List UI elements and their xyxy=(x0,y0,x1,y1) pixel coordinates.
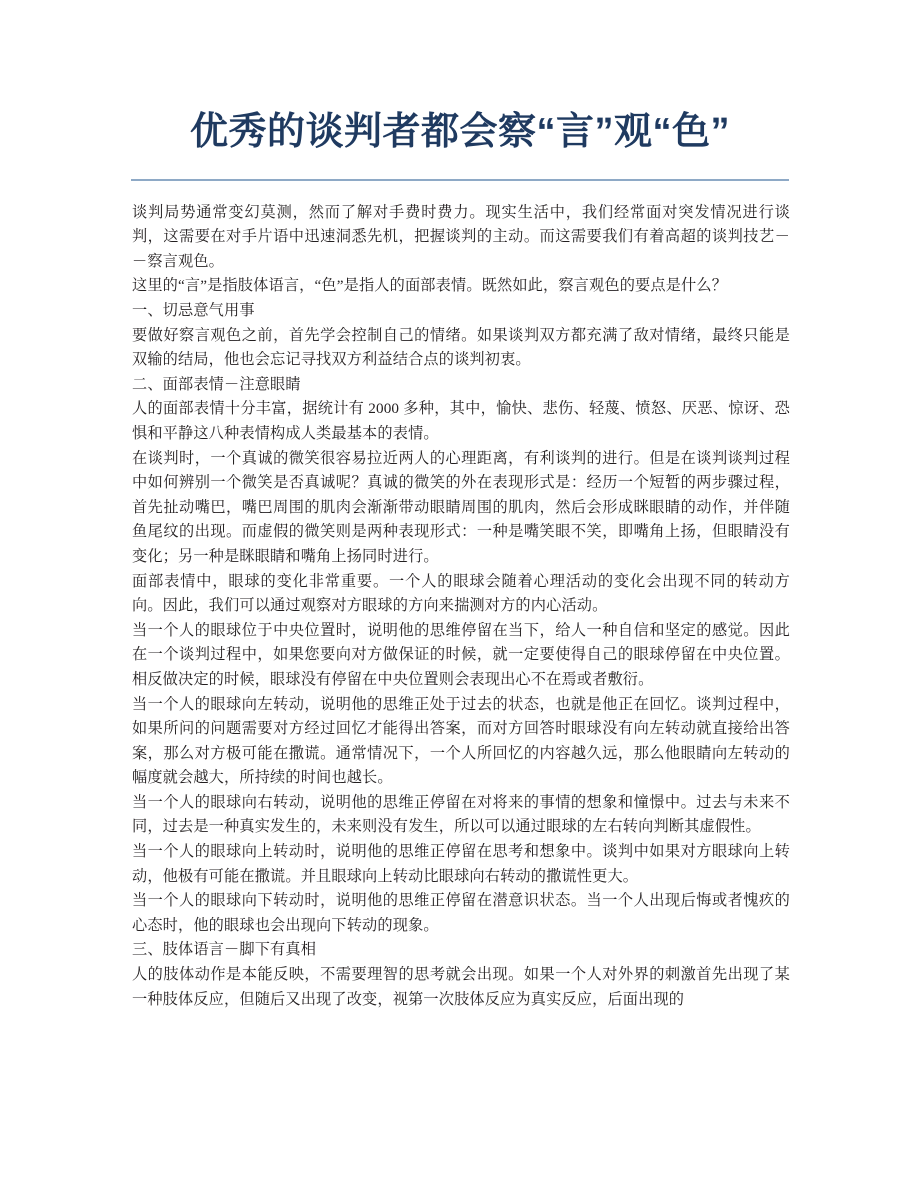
paragraph: 当一个人的眼球向右转动，说明他的思维正停留在对将来的事情的想象和憧憬中。过去与未来不同，过去是一种真实发生的，未来则没有发生，所以可以通过眼球的左右转向判断其虚假性。 xyxy=(132,793,790,836)
paragraph: 当一个人的眼球位于中央位置时，说明他的思维停留在当下，给人一种自信和坚定的感觉。因此在一个谈判过程中，如果您要向对方做保证的时候，就一定要使得自己的眼球停留在中央位置。相反做决定的时候，眼球没有停留在中央位置则会表现出心不在焉或者敷衍。 xyxy=(132,621,790,688)
paragraph: 要做好察言观色之前，首先学会控制自己的情绪。如果谈判双方都充满了敌对情绪，最终只能是双输的结局，他也会忘记寻找双方利益结合点的谈判初衷。 xyxy=(132,326,790,369)
page-title: 优秀的谈判者都会察“言”观“色” xyxy=(189,111,730,153)
section-heading-3: 三、肢体语言－脚下有真相 xyxy=(132,941,317,959)
paragraph: 这里的“言”是指肢体语言，“色”是指人的面部表情。既然如此，察言观色的要点是什么？ xyxy=(132,277,728,295)
paragraph: 人的面部表情十分丰富，据统计有 2000 多种，其中，愉快、悲伤、轻蔑、愤怒、厌恶、惊讶、恐惧和平静这八种表情构成人类最基本的表情。 xyxy=(132,400,790,442)
document-body xyxy=(0,181,920,1013)
paragraph: 在谈判时，一个真诚的微笑很容易拉近两人的心理距离，有利谈判的进行。但是在谈判谈判过程中如何辨别一个微笑是否真诚呢？真诚的微笑的外在表现形式是：经历一个短暂的两步骤过程，首先扯动嘴巴，嘴巴周围的肌肉会渐渐带动眼睛周围的肌肉，然后会形成眯眼睛的动作，并伴随鱼尾纹的出现。而虚假的微笑则是两种表现形式：一种是嘴笑眼不笑，即嘴角上扬，但眼睛没有变化；另一种是眯眼睛和嘴角上扬同时进行。 xyxy=(132,449,790,565)
section-heading-2: 二、面部表情－注意眼睛 xyxy=(132,375,301,393)
paragraph: 谈判局势通常变幻莫测，然而了解对手费时费力。现实生活中，我们经常面对突发情况进行谈判，这需要在对手片语中迅速洞悉先机，把握谈判的主动。而这需要我们有着高超的谈判技艺－－察言观色。 xyxy=(132,203,790,270)
paragraph: 当一个人的眼球向下转动时，说明他的思维正停留在潜意识状态。当一个人出现后悔或者愧疚的心态时，他的眼球也会出现向下转动的现象。 xyxy=(132,892,790,934)
title-block xyxy=(0,0,920,181)
paragraph: 当一个人的眼球向左转动，说明他的思维正处于过去的状态，也就是他正在回忆。谈判过程中，如果所问的问题需要对方经过回忆才能得出答案，而对方回答时眼球没有向左转动就直接给出答案，那么对方极可能在撒谎。通常情况下，一个人所回忆的内容越久远，那么他眼睛向左转动的幅度就会越大，所持续的时间也越长。 xyxy=(132,695,790,787)
paragraph: 人的肢体动作是本能反映，不需要理智的思考就会出现。如果一个人对外界的刺激首先出现了某一种肢体反应，但随后又出现了改变，视第一次肢体反应为真实反应，后面出现的 xyxy=(132,966,790,1008)
paragraph: 当一个人的眼球向上转动时，说明他的思维正停留在思考和想象中。谈判中如果对方眼球向上转动，他极有可能在撒谎。并且眼球向上转动比眼球向右转动的撒谎性更大。 xyxy=(132,843,790,885)
paragraph: 面部表情中，眼球的变化非常重要。一个人的眼球会随着心理活动的变化会出现不同的转动方向。因此，我们可以通过观察对方眼球的方向来揣测对方的内心活动。 xyxy=(132,572,790,615)
section-heading-1: 一、切忌意气用事 xyxy=(132,302,255,319)
